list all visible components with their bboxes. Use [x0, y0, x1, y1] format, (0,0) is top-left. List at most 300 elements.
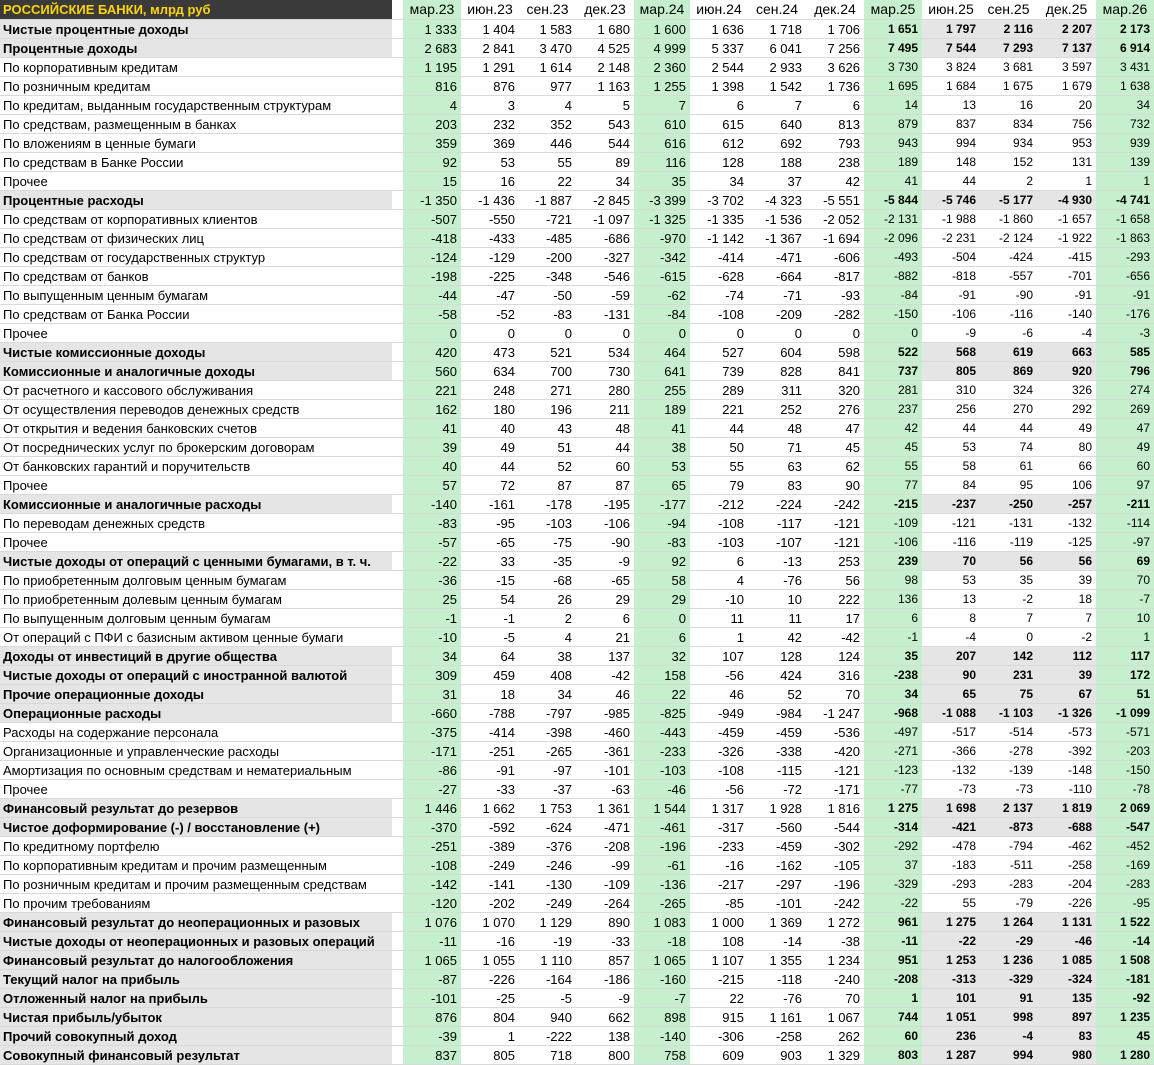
value-cell[interactable]: 3 431 [1096, 58, 1154, 77]
value-cell[interactable]: -414 [690, 248, 748, 267]
value-cell[interactable]: -22 [922, 932, 980, 951]
col-header[interactable]: мар.24 [634, 0, 690, 20]
value-cell[interactable]: 326 [1037, 381, 1096, 400]
value-cell[interactable]: 1 076 [403, 913, 461, 932]
value-cell[interactable]: 92 [634, 552, 690, 571]
value-cell[interactable]: -39 [403, 1027, 461, 1046]
value-cell[interactable]: 211 [576, 400, 634, 419]
value-cell[interactable]: 1 264 [980, 913, 1037, 932]
value-cell[interactable]: 1 129 [519, 913, 576, 932]
value-cell[interactable]: -11 [864, 932, 922, 951]
value-cell[interactable]: -215 [864, 495, 922, 514]
value-cell[interactable]: 139 [1096, 153, 1154, 172]
value-cell[interactable]: 15 [403, 172, 461, 191]
value-cell[interactable]: 41 [403, 419, 461, 438]
value-cell[interactable]: 718 [519, 1046, 576, 1065]
value-cell[interactable]: 124 [806, 647, 864, 666]
value-cell[interactable]: -27 [403, 780, 461, 799]
value-cell[interactable]: 41 [634, 419, 690, 438]
value-cell[interactable]: -242 [806, 894, 864, 913]
value-cell[interactable]: 0 [634, 324, 690, 343]
value-cell[interactable]: -65 [576, 571, 634, 590]
row-label[interactable]: Финансовый результат до неоперационных и разовых [0, 913, 392, 932]
value-cell[interactable]: -71 [748, 286, 806, 305]
value-cell[interactable]: -50 [519, 286, 576, 305]
value-cell[interactable]: -4 323 [748, 191, 806, 210]
value-cell[interactable]: -361 [576, 742, 634, 761]
value-cell[interactable]: 1 317 [690, 799, 748, 818]
value-cell[interactable]: -258 [748, 1027, 806, 1046]
value-cell[interactable]: -73 [980, 780, 1037, 799]
value-cell[interactable]: -949 [690, 704, 748, 723]
value-cell[interactable]: 1 083 [634, 913, 690, 932]
value-cell[interactable]: 3 681 [980, 58, 1037, 77]
value-cell[interactable]: 34 [576, 172, 634, 191]
value-cell[interactable]: 977 [519, 77, 576, 96]
value-cell[interactable]: 837 [403, 1046, 461, 1065]
value-cell[interactable]: -459 [748, 837, 806, 856]
value-cell[interactable]: -95 [461, 514, 519, 533]
value-cell[interactable]: 56 [980, 552, 1037, 571]
value-cell[interactable]: -415 [1037, 248, 1096, 267]
value-cell[interactable]: -16 [461, 932, 519, 951]
value-cell[interactable]: 35 [634, 172, 690, 191]
value-cell[interactable]: -11 [403, 932, 461, 951]
value-cell[interactable]: -198 [403, 267, 461, 286]
value-cell[interactable]: 248 [461, 381, 519, 400]
value-cell[interactable]: 44 [461, 457, 519, 476]
value-cell[interactable]: -217 [690, 875, 748, 894]
value-cell[interactable]: -121 [922, 514, 980, 533]
value-cell[interactable]: -293 [1096, 248, 1154, 267]
value-cell[interactable]: -265 [519, 742, 576, 761]
value-cell[interactable]: -200 [519, 248, 576, 267]
value-cell[interactable]: -324 [1037, 970, 1096, 989]
value-cell[interactable]: 49 [1096, 438, 1154, 457]
value-cell[interactable]: 22 [634, 685, 690, 704]
value-cell[interactable]: 1 051 [922, 1008, 980, 1027]
value-cell[interactable]: -84 [864, 286, 922, 305]
value-cell[interactable]: -107 [748, 533, 806, 552]
value-cell[interactable]: -329 [864, 875, 922, 894]
value-cell[interactable]: 237 [864, 400, 922, 419]
row-label[interactable]: Комиссионные и аналогичные доходы [0, 362, 392, 381]
row-label[interactable]: По средствам от корпоративных клиентов [0, 210, 392, 229]
value-cell[interactable]: 6 [806, 96, 864, 115]
col-header[interactable]: дек.25 [1037, 0, 1096, 20]
value-cell[interactable]: 1 [864, 989, 922, 1008]
value-cell[interactable]: -222 [519, 1027, 576, 1046]
row-label[interactable]: Процентные доходы [0, 39, 392, 58]
value-cell[interactable]: -76 [748, 571, 806, 590]
value-cell[interactable]: 83 [748, 476, 806, 495]
value-cell[interactable]: 828 [748, 362, 806, 381]
value-cell[interactable]: 255 [634, 381, 690, 400]
value-cell[interactable]: -203 [1096, 742, 1154, 761]
value-cell[interactable]: 3 [461, 96, 519, 115]
value-cell[interactable]: -177 [634, 495, 690, 514]
value-cell[interactable]: 172 [1096, 666, 1154, 685]
value-cell[interactable]: 128 [690, 153, 748, 172]
value-cell[interactable]: 67 [1037, 685, 1096, 704]
value-cell[interactable]: 41 [864, 172, 922, 191]
value-cell[interactable]: -123 [864, 761, 922, 780]
value-cell[interactable]: -124 [403, 248, 461, 267]
value-cell[interactable]: 1 542 [748, 77, 806, 96]
row-label[interactable]: От расчетного и кассового обслуживания [0, 381, 392, 400]
col-header[interactable]: сен.23 [519, 0, 576, 20]
value-cell[interactable]: 1 275 [864, 799, 922, 818]
value-cell[interactable]: 196 [519, 400, 576, 419]
value-cell[interactable]: 1 819 [1037, 799, 1096, 818]
value-cell[interactable]: 1 695 [864, 77, 922, 96]
value-cell[interactable]: 87 [576, 476, 634, 495]
value-cell[interactable]: 568 [922, 343, 980, 362]
value-cell[interactable]: 98 [864, 571, 922, 590]
value-cell[interactable]: 598 [806, 343, 864, 362]
value-cell[interactable]: 2 069 [1096, 799, 1154, 818]
value-cell[interactable]: 1 928 [748, 799, 806, 818]
value-cell[interactable]: -108 [690, 761, 748, 780]
value-cell[interactable]: 739 [690, 362, 748, 381]
value-cell[interactable]: -78 [1096, 780, 1154, 799]
value-cell[interactable]: 53 [634, 457, 690, 476]
value-cell[interactable]: -1 142 [690, 229, 748, 248]
value-cell[interactable]: -271 [864, 742, 922, 761]
value-cell[interactable]: -461 [634, 818, 690, 837]
value-cell[interactable]: 53 [461, 153, 519, 172]
value-cell[interactable]: 1 291 [461, 58, 519, 77]
value-cell[interactable]: 148 [922, 153, 980, 172]
value-cell[interactable]: 1 [461, 1027, 519, 1046]
value-cell[interactable]: -7 [1096, 590, 1154, 609]
value-cell[interactable]: -664 [748, 267, 806, 286]
value-cell[interactable]: -825 [634, 704, 690, 723]
value-cell[interactable]: -120 [403, 894, 461, 913]
value-cell[interactable]: 43 [519, 419, 576, 438]
row-label[interactable]: От посреднических услуг по брокерским договорам [0, 438, 392, 457]
value-cell[interactable]: 634 [461, 362, 519, 381]
value-cell[interactable]: 1 067 [806, 1008, 864, 1027]
value-cell[interactable]: 55 [690, 457, 748, 476]
value-cell[interactable]: 897 [1037, 1008, 1096, 1027]
value-cell[interactable]: 10 [1096, 609, 1154, 628]
value-cell[interactable]: 16 [980, 96, 1037, 115]
value-cell[interactable]: 34 [519, 685, 576, 704]
value-cell[interactable]: -10 [690, 590, 748, 609]
value-cell[interactable]: -292 [864, 837, 922, 856]
value-cell[interactable]: 940 [519, 1008, 576, 1027]
value-cell[interactable]: -485 [519, 229, 576, 248]
value-cell[interactable]: -15 [461, 571, 519, 590]
value-cell[interactable]: -2 [980, 590, 1037, 609]
row-label[interactable]: Финансовый результат до резервов [0, 799, 392, 818]
value-cell[interactable]: 311 [748, 381, 806, 400]
value-cell[interactable]: 2 841 [461, 39, 519, 58]
value-cell[interactable]: 309 [403, 666, 461, 685]
col-header[interactable]: июн.24 [690, 0, 748, 20]
value-cell[interactable]: -237 [922, 495, 980, 514]
value-cell[interactable]: -338 [748, 742, 806, 761]
value-cell[interactable]: -240 [806, 970, 864, 989]
value-cell[interactable]: 54 [461, 590, 519, 609]
value-cell[interactable]: -95 [1096, 894, 1154, 913]
value-cell[interactable]: -2 131 [864, 210, 922, 229]
row-label[interactable]: По кредитному портфелю [0, 837, 392, 856]
value-cell[interactable]: 615 [690, 115, 748, 134]
row-label[interactable]: Процентные расходы [0, 191, 392, 210]
value-cell[interactable]: 162 [403, 400, 461, 419]
value-cell[interactable]: -606 [806, 248, 864, 267]
value-cell[interactable]: 0 [461, 324, 519, 343]
value-cell[interactable]: 610 [634, 115, 690, 134]
value-cell[interactable]: 256 [922, 400, 980, 419]
value-cell[interactable]: 619 [980, 343, 1037, 362]
value-cell[interactable]: -283 [980, 875, 1037, 894]
value-cell[interactable]: -1 860 [980, 210, 1037, 229]
value-cell[interactable]: 34 [864, 685, 922, 704]
value-cell[interactable]: -342 [634, 248, 690, 267]
row-label[interactable]: Прочее [0, 476, 392, 495]
value-cell[interactable]: -90 [576, 533, 634, 552]
value-cell[interactable]: 53 [922, 571, 980, 590]
value-cell[interactable]: 52 [748, 685, 806, 704]
row-label[interactable]: По корпоративным кредитам и прочим размещенным [0, 856, 392, 875]
value-cell[interactable]: -108 [690, 514, 748, 533]
value-cell[interactable]: 1 255 [634, 77, 690, 96]
value-cell[interactable]: 101 [922, 989, 980, 1008]
value-cell[interactable]: 1 107 [690, 951, 748, 970]
row-label[interactable]: По розничным кредитам и прочим размещенным средствам [0, 875, 392, 894]
value-cell[interactable]: -29 [980, 932, 1037, 951]
value-cell[interactable]: 7 256 [806, 39, 864, 58]
value-cell[interactable]: 1 651 [864, 20, 922, 39]
value-cell[interactable]: -514 [980, 723, 1037, 742]
value-cell[interactable]: -176 [1096, 305, 1154, 324]
row-label[interactable]: По вложениям в ценные бумаги [0, 134, 392, 153]
value-cell[interactable]: 203 [403, 115, 461, 134]
value-cell[interactable]: 269 [1096, 400, 1154, 419]
value-cell[interactable]: -22 [403, 552, 461, 571]
value-cell[interactable]: 55 [864, 457, 922, 476]
value-cell[interactable]: 612 [690, 134, 748, 153]
value-cell[interactable]: -52 [461, 305, 519, 324]
value-cell[interactable]: 70 [806, 685, 864, 704]
value-cell[interactable]: 1 522 [1096, 913, 1154, 932]
value-cell[interactable]: -109 [864, 514, 922, 533]
value-cell[interactable]: 80 [1037, 438, 1096, 457]
value-cell[interactable]: 1 508 [1096, 951, 1154, 970]
value-cell[interactable]: 951 [864, 951, 922, 970]
value-cell[interactable]: 42 [864, 419, 922, 438]
value-cell[interactable]: 32 [634, 647, 690, 666]
value-cell[interactable]: 730 [576, 362, 634, 381]
value-cell[interactable]: 22 [690, 989, 748, 1008]
value-cell[interactable]: -72 [748, 780, 806, 799]
value-cell[interactable]: 74 [980, 438, 1037, 457]
value-cell[interactable]: -106 [864, 533, 922, 552]
value-cell[interactable]: -101 [576, 761, 634, 780]
value-cell[interactable]: -370 [403, 818, 461, 837]
value-cell[interactable]: -265 [634, 894, 690, 913]
value-cell[interactable]: -226 [461, 970, 519, 989]
value-cell[interactable]: 1 736 [806, 77, 864, 96]
value-cell[interactable]: 604 [748, 343, 806, 362]
value-cell[interactable]: -25 [461, 989, 519, 1008]
value-cell[interactable]: -471 [748, 248, 806, 267]
value-cell[interactable]: 3 597 [1037, 58, 1096, 77]
value-cell[interactable]: 91 [980, 989, 1037, 1008]
value-cell[interactable]: 117 [1096, 647, 1154, 666]
value-cell[interactable]: -121 [806, 761, 864, 780]
value-cell[interactable]: 6 041 [748, 39, 806, 58]
value-cell[interactable]: 136 [864, 590, 922, 609]
value-cell[interactable]: -178 [519, 495, 576, 514]
value-cell[interactable]: 943 [864, 134, 922, 153]
value-cell[interactable]: -79 [980, 894, 1037, 913]
value-cell[interactable]: 841 [806, 362, 864, 381]
value-cell[interactable]: 50 [690, 438, 748, 457]
value-cell[interactable]: 0 [806, 324, 864, 343]
value-cell[interactable]: -33 [461, 780, 519, 799]
value-cell[interactable]: 6 [690, 96, 748, 115]
value-cell[interactable]: 1 236 [980, 951, 1037, 970]
value-cell[interactable]: -656 [1096, 267, 1154, 286]
value-cell[interactable]: -57 [403, 533, 461, 552]
value-cell[interactable]: 90 [922, 666, 980, 685]
value-cell[interactable]: -226 [1037, 894, 1096, 913]
value-cell[interactable]: -202 [461, 894, 519, 913]
value-cell[interactable]: 42 [748, 628, 806, 647]
value-cell[interactable]: -132 [922, 761, 980, 780]
value-cell[interactable]: 1 070 [461, 913, 519, 932]
value-cell[interactable]: 534 [576, 343, 634, 362]
value-cell[interactable]: 0 [403, 324, 461, 343]
value-cell[interactable]: 40 [403, 457, 461, 476]
row-label[interactable]: Прочее [0, 533, 392, 552]
row-label[interactable]: По выпущенным ценным бумагам [0, 286, 392, 305]
value-cell[interactable]: 857 [576, 951, 634, 970]
value-cell[interactable]: 44 [922, 172, 980, 191]
value-cell[interactable]: -3 702 [690, 191, 748, 210]
value-cell[interactable]: -195 [576, 495, 634, 514]
value-cell[interactable]: 14 [864, 96, 922, 115]
value-cell[interactable]: 641 [634, 362, 690, 381]
value-cell[interactable]: 35 [980, 571, 1037, 590]
value-cell[interactable]: -35 [519, 552, 576, 571]
row-label[interactable]: По средствам от Банка России [0, 305, 392, 324]
value-cell[interactable]: -212 [690, 495, 748, 514]
row-label[interactable]: Прочий совокупный доход [0, 1027, 392, 1046]
value-cell[interactable]: 56 [1037, 552, 1096, 571]
value-cell[interactable]: 71 [748, 438, 806, 457]
value-cell[interactable]: 1 333 [403, 20, 461, 39]
value-cell[interactable]: 543 [576, 115, 634, 134]
value-cell[interactable]: 1 398 [690, 77, 748, 96]
value-cell[interactable]: 1 698 [922, 799, 980, 818]
value-cell[interactable]: -233 [690, 837, 748, 856]
value-cell[interactable]: 48 [748, 419, 806, 438]
value-cell[interactable]: 994 [980, 1046, 1037, 1065]
value-cell[interactable]: -326 [690, 742, 748, 761]
value-cell[interactable]: 1 680 [576, 20, 634, 39]
value-cell[interactable]: 40 [461, 419, 519, 438]
value-cell[interactable]: 2 683 [403, 39, 461, 58]
value-cell[interactable]: -209 [748, 305, 806, 324]
value-cell[interactable]: 37 [864, 856, 922, 875]
row-label[interactable]: Прочее [0, 324, 392, 343]
value-cell[interactable]: 473 [461, 343, 519, 362]
value-cell[interactable]: 34 [403, 647, 461, 666]
value-cell[interactable]: 34 [690, 172, 748, 191]
value-cell[interactable]: 25 [403, 590, 461, 609]
row-label[interactable]: По приобретенным долевым ценным бумагам [0, 590, 392, 609]
row-label[interactable]: По средствам от государственных структур [0, 248, 392, 267]
value-cell[interactable]: -141 [461, 875, 519, 894]
value-cell[interactable]: 0 [748, 324, 806, 343]
row-label[interactable]: Операционные расходы [0, 704, 392, 723]
value-cell[interactable]: 6 [634, 628, 690, 647]
row-label[interactable]: Комиссионные и аналогичные расходы [0, 495, 392, 514]
value-cell[interactable]: 6 [864, 609, 922, 628]
value-cell[interactable]: 1 706 [806, 20, 864, 39]
value-cell[interactable]: 1 583 [519, 20, 576, 39]
value-cell[interactable]: -101 [403, 989, 461, 1008]
value-cell[interactable]: -348 [519, 267, 576, 286]
value-cell[interactable]: 324 [980, 381, 1037, 400]
value-cell[interactable]: -14 [748, 932, 806, 951]
value-cell[interactable]: -302 [806, 837, 864, 856]
value-cell[interactable]: 22 [519, 172, 576, 191]
value-cell[interactable]: 239 [864, 552, 922, 571]
value-cell[interactable]: 1 329 [806, 1046, 864, 1065]
value-cell[interactable]: -118 [748, 970, 806, 989]
value-cell[interactable]: -246 [519, 856, 576, 875]
value-cell[interactable]: 292 [1037, 400, 1096, 419]
value-cell[interactable]: -62 [634, 286, 690, 305]
value-cell[interactable]: -1 326 [1037, 704, 1096, 723]
value-cell[interactable]: -110 [1037, 780, 1096, 799]
value-cell[interactable]: -2 [1037, 628, 1096, 647]
value-cell[interactable]: 39 [1037, 666, 1096, 685]
value-cell[interactable]: 1 085 [1037, 951, 1096, 970]
value-cell[interactable]: 38 [519, 647, 576, 666]
value-cell[interactable]: 18 [1037, 590, 1096, 609]
value-cell[interactable]: -2 231 [922, 229, 980, 248]
row-label[interactable]: Доходы от инвестиций в другие общества [0, 647, 392, 666]
value-cell[interactable]: -150 [864, 305, 922, 324]
row-label[interactable]: По средствам, размещенным в банках [0, 115, 392, 134]
value-cell[interactable]: -208 [576, 837, 634, 856]
value-cell[interactable]: -460 [576, 723, 634, 742]
value-cell[interactable]: -140 [1037, 305, 1096, 324]
value-cell[interactable]: -196 [806, 875, 864, 894]
value-cell[interactable]: -452 [1096, 837, 1154, 856]
value-cell[interactable]: 2 544 [690, 58, 748, 77]
value-cell[interactable]: 369 [461, 134, 519, 153]
value-cell[interactable]: 1 638 [1096, 77, 1154, 96]
value-cell[interactable]: -142 [403, 875, 461, 894]
value-cell[interactable]: -121 [806, 514, 864, 533]
value-cell[interactable]: 961 [864, 913, 922, 932]
col-header[interactable]: сен.25 [980, 0, 1037, 20]
value-cell[interactable]: 64 [461, 647, 519, 666]
value-cell[interactable]: -91 [461, 761, 519, 780]
value-cell[interactable]: -592 [461, 818, 519, 837]
col-header[interactable]: дек.23 [576, 0, 634, 20]
value-cell[interactable]: 7 495 [864, 39, 922, 58]
value-cell[interactable]: 915 [690, 1008, 748, 1027]
